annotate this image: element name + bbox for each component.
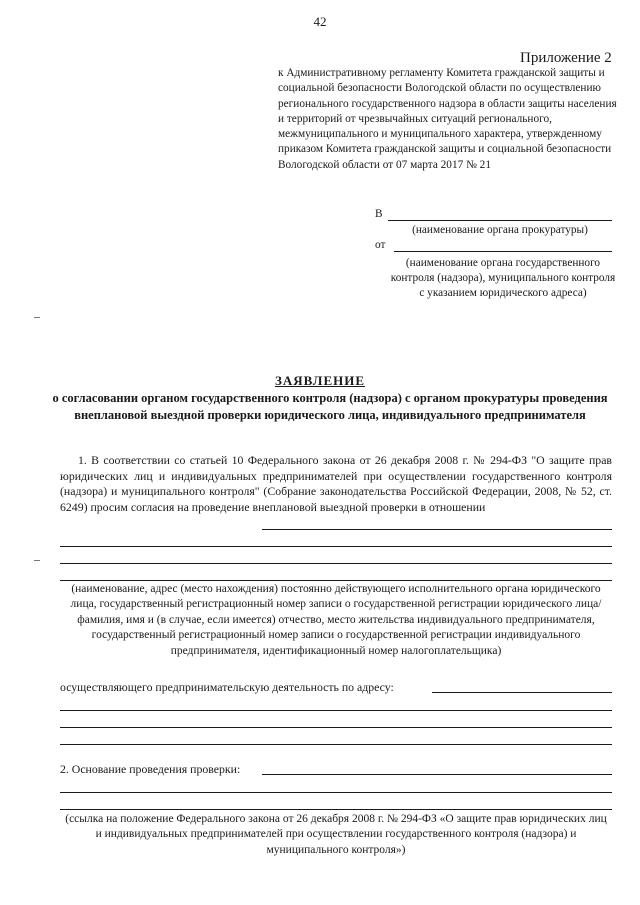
section1-paragraph: 1. В соответствии со статьей 10 Федерального закона от 26 декабря 2008 г. № 294-ФЗ "О защите прав юридических лиц и индивидуальных предпринимателей при осуществлении государственного контроля (надзора) и муниципального контроля" (Собрание законодательства Российской Федерации, 2008, № 52, ст. 6249) просим согласия на проведение внеплановой выездной проверки в отношении <box>60 453 612 514</box>
to-prefix: В <box>375 208 383 220</box>
address-field-line-3[interactable] <box>60 727 612 728</box>
basis-field-line-2[interactable] <box>60 792 612 793</box>
basis-field-line-1[interactable] <box>262 774 612 775</box>
document-title: ЗАЯВЛЕНИЕ <box>274 373 366 388</box>
margin-mark <box>34 560 40 561</box>
page-number: 42 <box>313 14 327 29</box>
entity-field-line-2[interactable] <box>60 546 612 547</box>
to-caption: (наименование органа прокуратуры) <box>412 224 588 236</box>
from-field-line[interactable] <box>394 251 612 252</box>
appendix-title: Приложение 2 <box>520 50 612 66</box>
from-prefix: от <box>375 239 386 251</box>
address-label: осуществляющего предпринимательскую деятельность по адресу: <box>60 680 394 694</box>
address-field-line-2[interactable] <box>60 710 612 711</box>
entity-caption: (наименование, адрес (место нахождения) постоянно действующего исполнительного органа юридического лица, государственный регистрационный номер записи о государственной регистрации юридического лица/фамилия, имя и (в случае, если имеется) отчество, место жительства индивидуального предпринимателя, государственный регистрационный номер записи о государственной регистрации индивидуального предпринимателя, идентификационный номер налогоплательщика) <box>70 583 602 657</box>
document-subtitle: о согласовании органом государственного контроля (надзора) с органом прокуратуры проведения внеплановой выездной проверки юридического лица, индивидуального предпринимателя <box>52 391 608 422</box>
address-field-line-4[interactable] <box>60 744 612 745</box>
entity-field-line-1[interactable] <box>262 529 612 530</box>
basis-field-line-3[interactable] <box>60 809 612 810</box>
section2-caption: (ссылка на положение Федерального закона от 26 декабря 2008 г. № 294-ФЗ «О защите прав юридических лиц и индивидуальных предпринимателей при осуществлении государственного контроля (надзора) и муниципального контроля») <box>65 813 607 856</box>
entity-field-line-3[interactable] <box>60 563 612 564</box>
address-field-line-1[interactable] <box>432 692 612 693</box>
appendix-text: к Административному регламенту Комитета гражданской защиты и социальной безопасности Вологодской области по осуществлению регионального государственного надзора в области защиты населения и территорий от чрезвычайных ситуаций регионального, межмуниципального и муниципального характера, утвержденному приказом Комитета гражданской защиты и социальной безопасности Вологодской области от 07 марта 2017 № 21 <box>278 67 617 171</box>
from-caption: (наименование органа государственного контроля (надзора), муниципального контроля с указанием юридического адреса) <box>390 257 616 300</box>
entity-field-line-4[interactable] <box>60 580 612 581</box>
margin-mark <box>34 317 40 318</box>
to-field-line[interactable] <box>388 220 612 221</box>
section2-label: 2. Основание проведения проверки: <box>60 762 241 776</box>
